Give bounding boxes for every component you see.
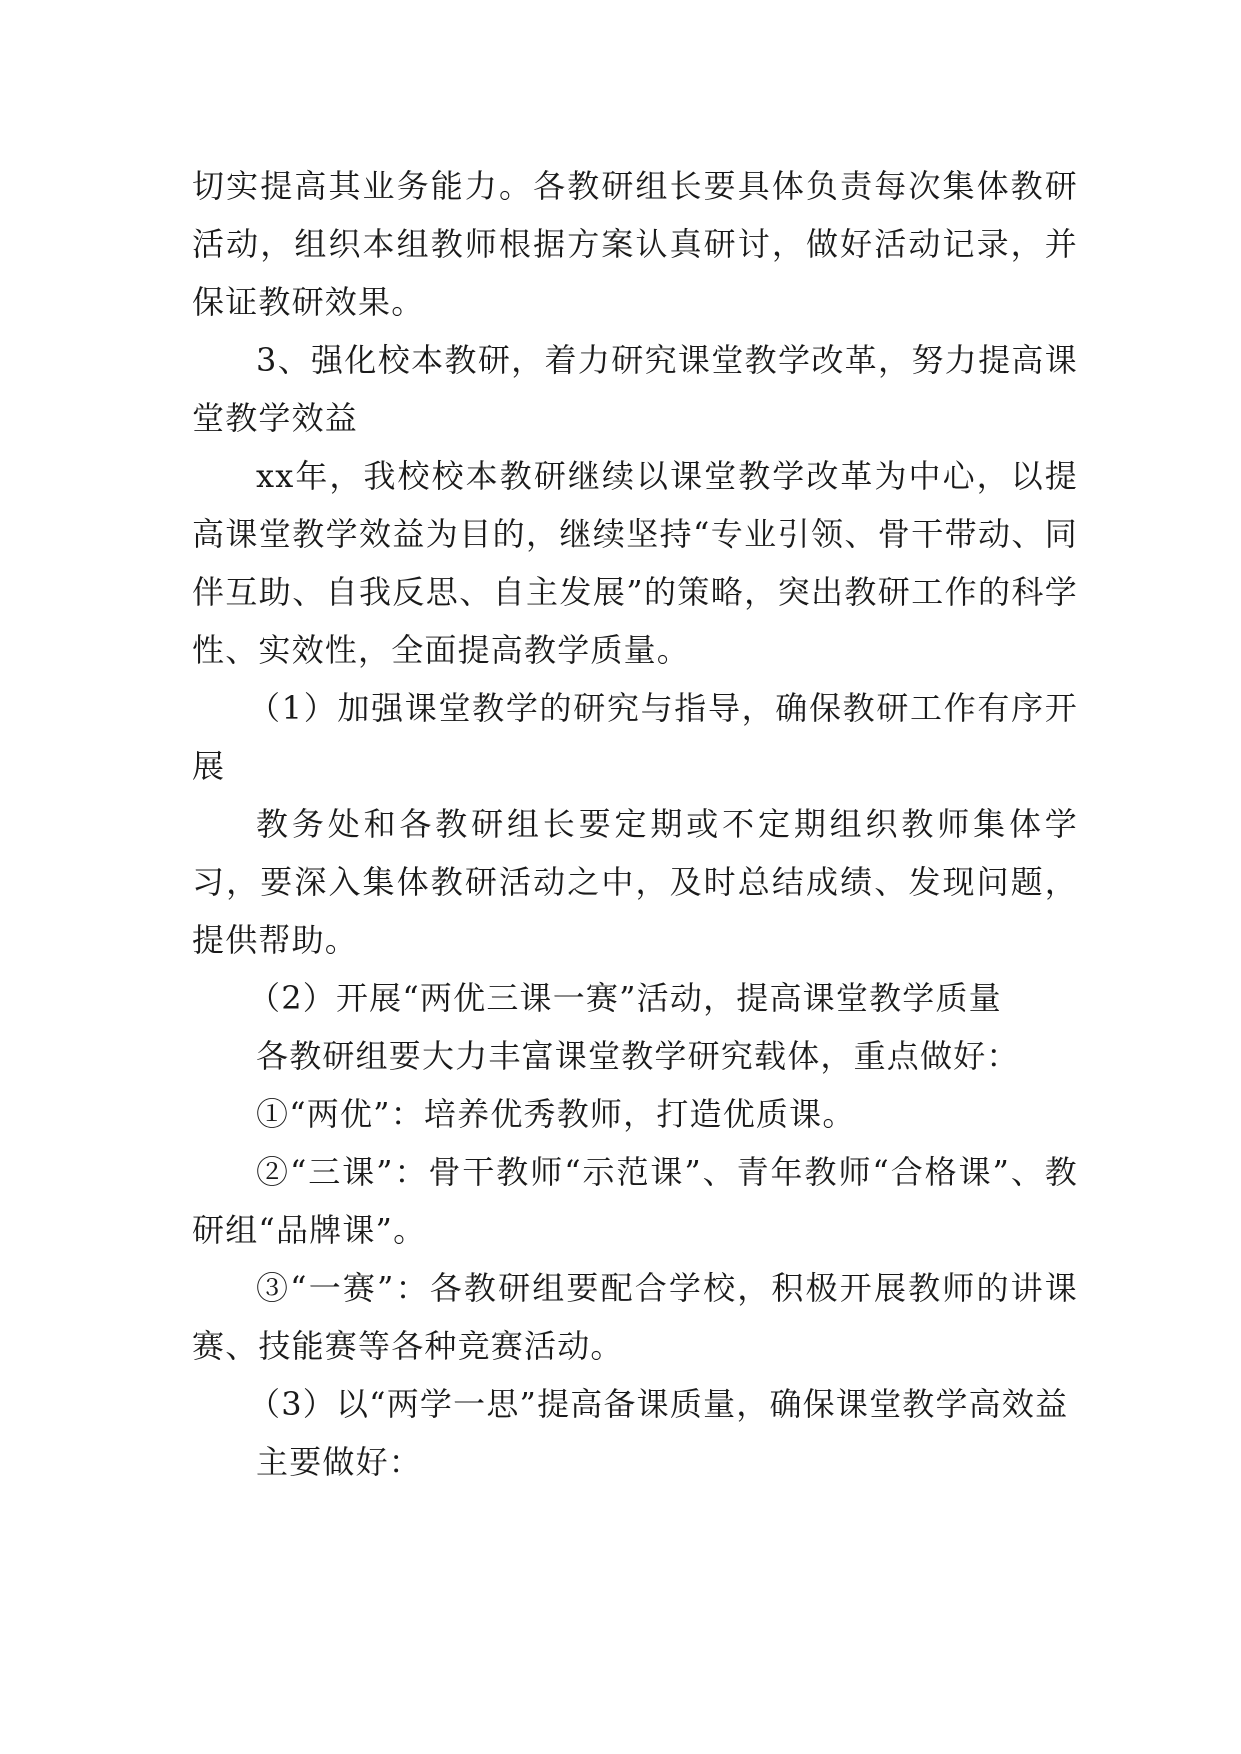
subheading-2: （2）开展“两优三课一赛”活动，提高课堂教学质量 (248, 979, 1002, 1017)
list-item-3: ③“一赛”：各教研组要配合学校，积极开展教师的讲课赛、技能赛等各种竞赛活动。 (192, 1269, 1078, 1365)
paragraph-main-tasks: 主要做好： (256, 1443, 423, 1481)
list-item-1: ①“两优”：培养优秀教师，打造优质课。 (256, 1095, 856, 1133)
paragraph-research-groups: 各教研组要大力丰富课堂教学研究载体，重点做好： (256, 1037, 1020, 1075)
document-body (192, 157, 1078, 1491)
paragraph-academic-affairs: 教务处和各教研组长要定期或不定期组织教师集体学习，要深入集体教研活动之中，及时总结成绩、发现问题，提供帮助。 (192, 805, 1078, 959)
list-item-2: ②“三课”：骨干教师“示范课”、青年教师“合格课”、教研组“品牌课”。 (192, 1153, 1078, 1249)
paragraph-xx-year: xx年，我校校本教研继续以课堂教学改革为中心，以提高课堂教学效益为目的，继续坚持“专业引领、骨干带动、同伴互助、自我反思、自主发展”的策略，突出教研工作的科学性、实效性，全面提高教学质量。 (192, 457, 1078, 669)
paragraph-continuation: 切实提高其业务能力。各教研组长要具体负责每次集体教研活动，组织本组教师根据方案认真研讨，做好活动记录，并保证教研效果。 (192, 167, 1078, 321)
subheading-3: （3）以“两学一思”提高备课质量，确保课堂教学高效益 (248, 1385, 1069, 1423)
subheading-1: （1）加强课堂教学的研究与指导，确保教研工作有序开展 (192, 689, 1078, 785)
section-heading-3: 3、强化校本教研，着力研究课堂教学改革，努力提高课堂教学效益 (192, 341, 1078, 437)
